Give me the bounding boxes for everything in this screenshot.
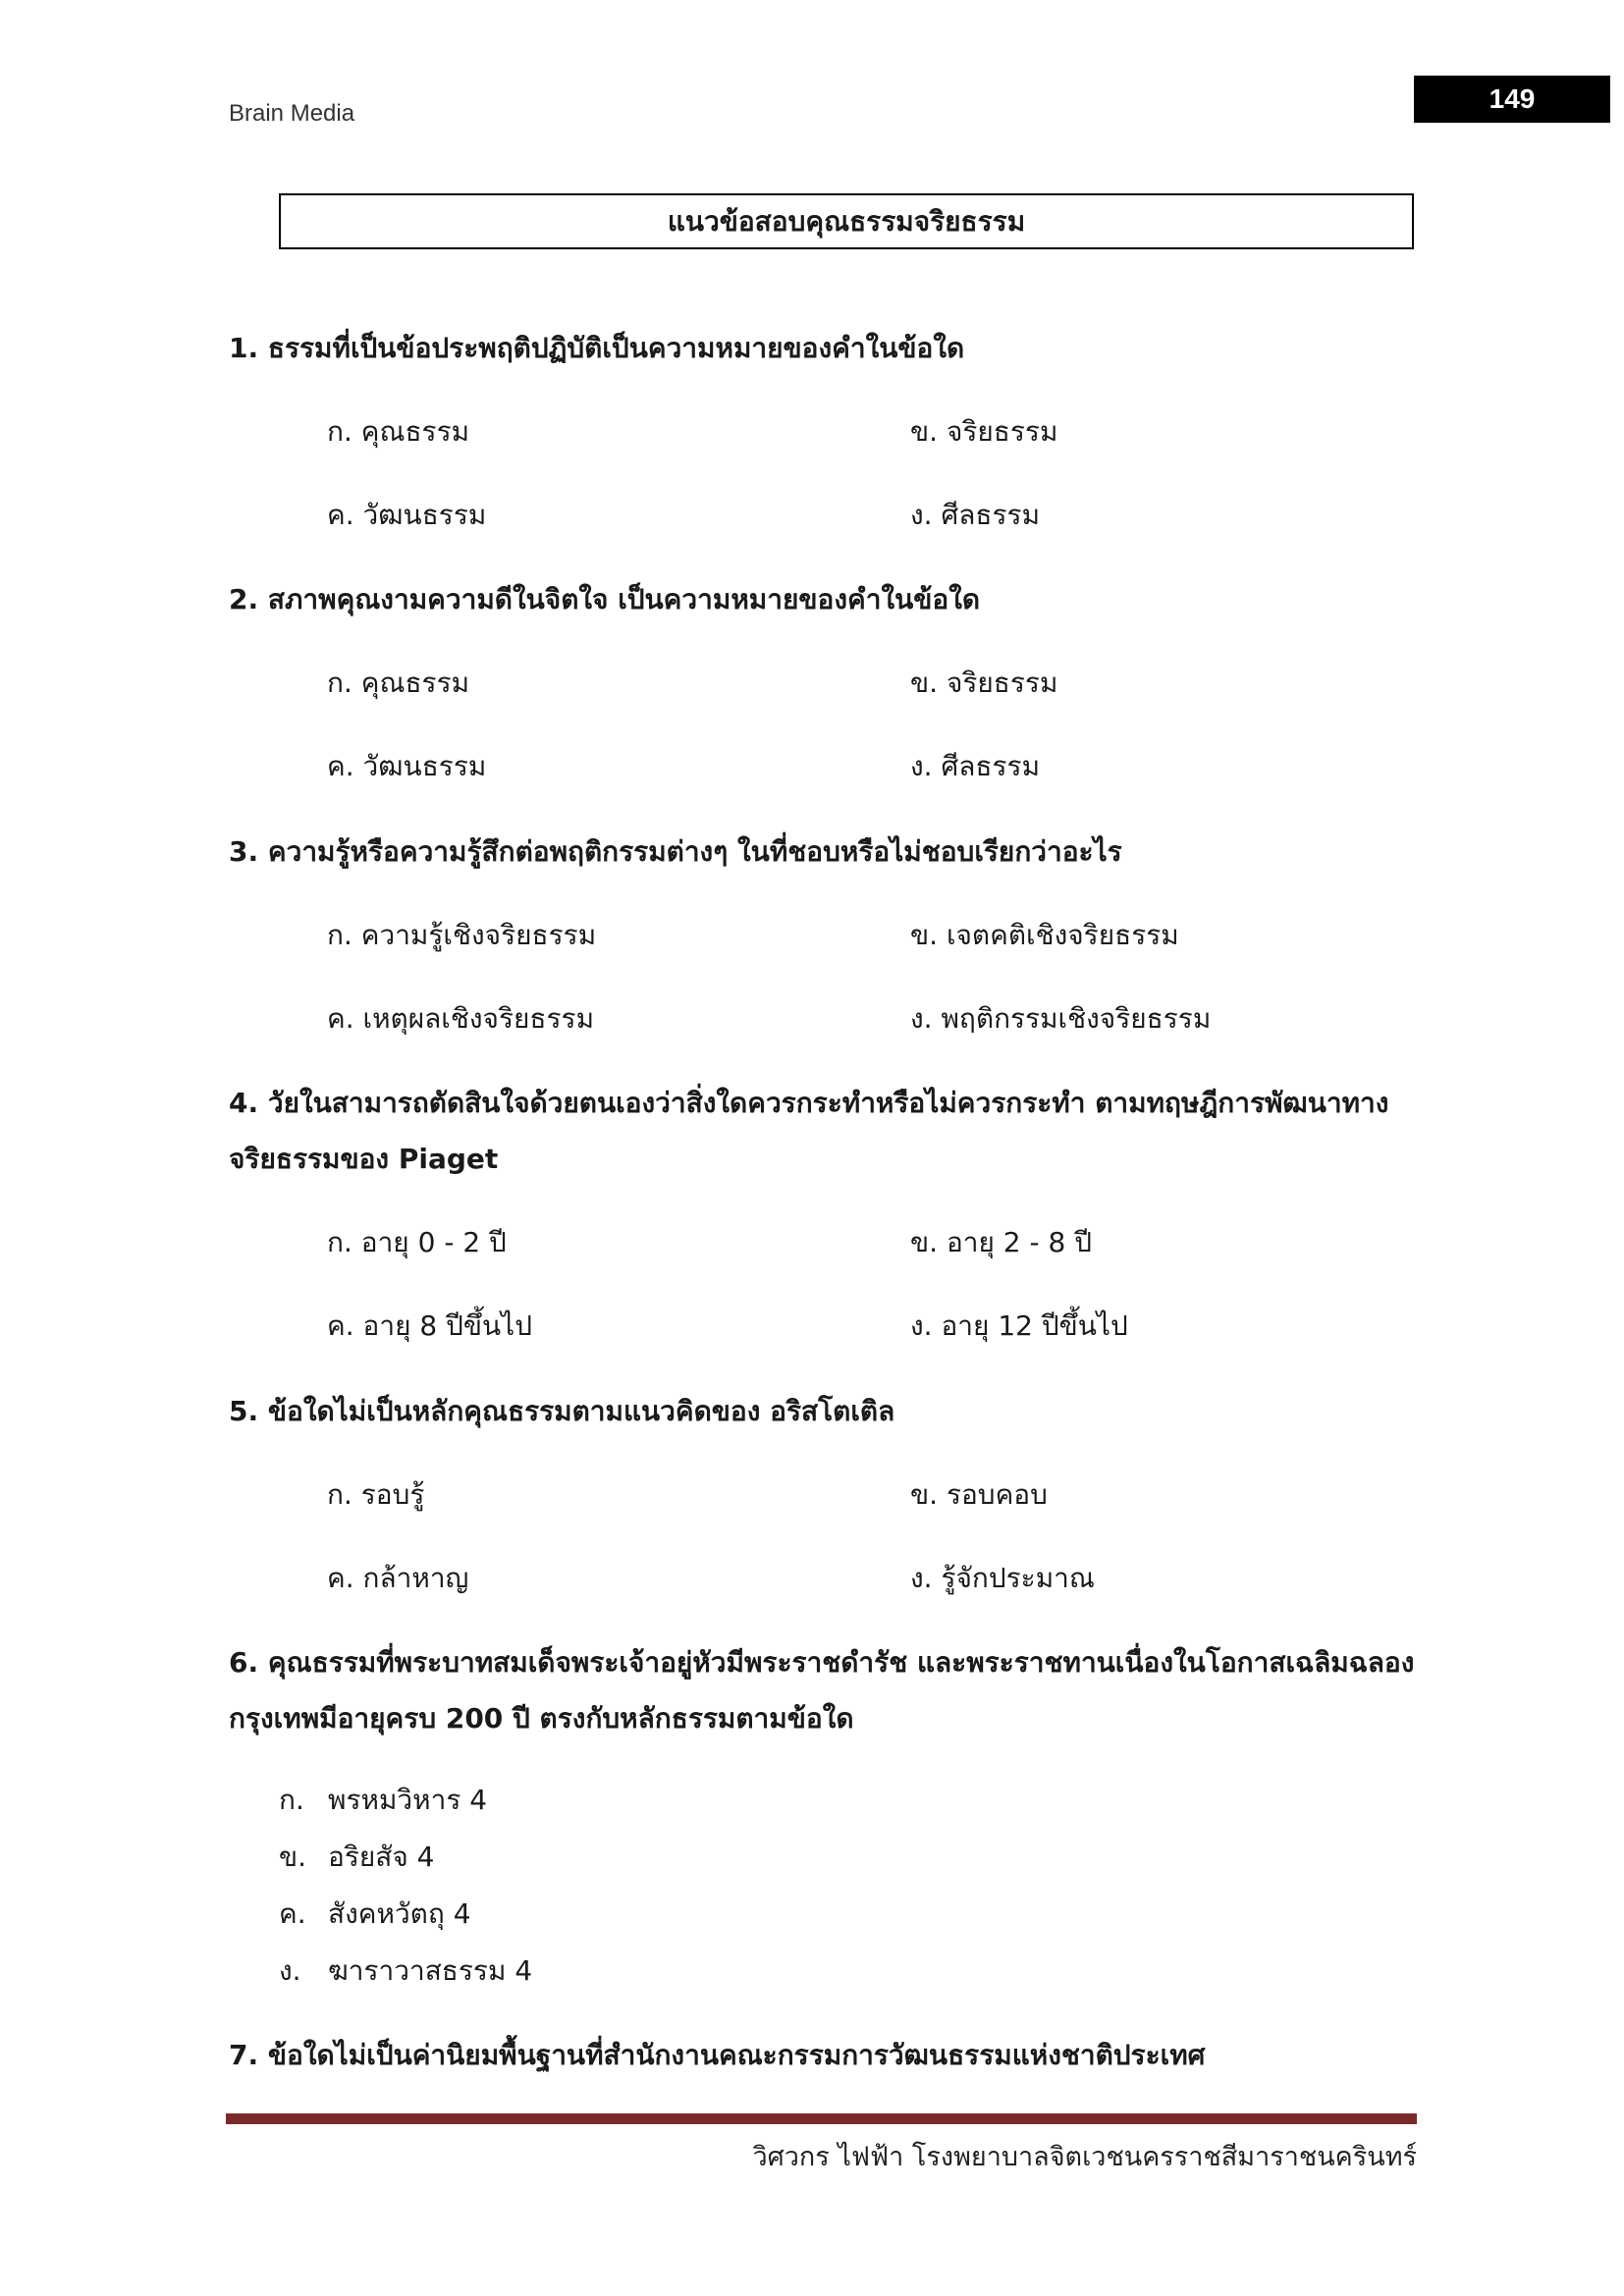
q3-option-c: ค. เหตุผลเชิงจริยธรรม	[327, 1002, 595, 1035]
q1-option-c: ค. วัฒนธรรม	[327, 499, 487, 531]
page-number: 149	[1414, 76, 1610, 123]
q6-option-d-label: ง.	[279, 1954, 301, 1987]
page-title: แนวข้อสอบคุณธรรมจริยธรรม	[279, 193, 1414, 249]
q6-option-a-label: ก.	[279, 1784, 304, 1816]
question-2: 2. สภาพคุณงามความดีในจิตใจ เป็นความหมายของคำในข้อใด	[229, 583, 981, 615]
question-4: 4. วัยในสามารถตัดสินใจด้วยตนเองว่าสิ่งใดควรกระทำหรือไม่ควรกระทำ ตามทฤษฎีการพัฒนาทางจริยธรรมของ Piaget	[229, 1087, 1389, 1175]
question-1: 1. ธรรมที่เป็นข้อประพฤติปฏิบัติเป็นความหมายของคำในข้อใด	[229, 332, 965, 364]
q1-option-a: ก. คุณธรรม	[327, 415, 470, 448]
q1-option-b: ข. จริยธรรม	[910, 415, 1058, 448]
q6-option-b-label: ข.	[279, 1841, 307, 1873]
q3-option-b: ข. เจตคติเชิงจริยธรรม	[910, 919, 1179, 951]
footer-text: วิศวกร ไฟฟ้า โรงพยาบาลจิตเวชนครราชสีมาราชนครินทร์	[752, 2142, 1417, 2172]
question-3: 3. ความรู้หรือความรู้สึกต่อพฤติกรรมต่างๆ ในที่ชอบหรือไม่ชอบเรียกว่าอะไร	[229, 835, 1122, 868]
q3-option-d: ง. พฤติกรรมเชิงจริยธรรม	[910, 1002, 1212, 1035]
question-5: 5. ข้อใดไม่เป็นหลักคุณธรรมตามแนวคิดของ อริสโตเติล	[229, 1395, 895, 1427]
q6-option-b-text: อริยสัจ 4	[328, 1841, 435, 1873]
q6-option-c-label: ค.	[279, 1897, 306, 1930]
q5-option-b: ข. รอบคอบ	[910, 1478, 1048, 1511]
q2-option-a: ก. คุณธรรม	[327, 667, 470, 699]
q5-option-d: ง. รู้จักประมาณ	[910, 1562, 1095, 1594]
q3-option-a: ก. ความรู้เชิงจริยธรรม	[327, 919, 597, 951]
question-6: 6. คุณธรรมที่พระบาทสมเด็จพระเจ้าอยู่หัวมีพระราชดำรัช และพระราชทานเนื่องในโอกาสเฉลิมฉลองกรุงเทพมีอายุครบ 200 ปี ตรงกับหลักธรรมตามข้อใด	[229, 1646, 1415, 1735]
q6-option-c-text: สังคหวัตถุ 4	[328, 1897, 471, 1930]
q4-option-a: ก. อายุ 0 - 2 ปี	[327, 1226, 507, 1258]
q5-option-c: ค. กล้าหาญ	[327, 1562, 469, 1594]
q2-option-d: ง. ศีลธรรม	[910, 750, 1041, 782]
q6-option-d-text: ฆาราวาสธรรม 4	[328, 1954, 533, 1987]
q4-option-c: ค. อายุ 8 ปีขึ้นไป	[327, 1309, 533, 1342]
brand-label: Brain Media	[229, 100, 355, 127]
q6-option-a	[279, 1781, 487, 1820]
q4-option-b: ข. อายุ 2 - 8 ปี	[910, 1226, 1092, 1258]
q6-option-b	[279, 1838, 434, 1877]
q1-option-d: ง. ศีลธรรม	[910, 499, 1041, 531]
q6-option-d	[279, 1951, 532, 1991]
q6-option-a-text: พรหมวิหาร 4	[328, 1784, 488, 1816]
q5-option-a: ก. รอบรู้	[327, 1478, 425, 1511]
q2-option-b: ข. จริยธรรม	[910, 667, 1058, 699]
footer-rule	[226, 2113, 1417, 2124]
question-7: 7. ข้อใดไม่เป็นค่านิยมพื้นฐานที่สำนักงานคณะกรรมการวัฒนธรรมแห่งชาติประเทศ	[229, 2039, 1206, 2071]
q6-option-c	[279, 1895, 471, 1934]
q4-option-d: ง. อายุ 12 ปีขึ้นไป	[910, 1309, 1128, 1342]
q2-option-c: ค. วัฒนธรรม	[327, 750, 487, 782]
